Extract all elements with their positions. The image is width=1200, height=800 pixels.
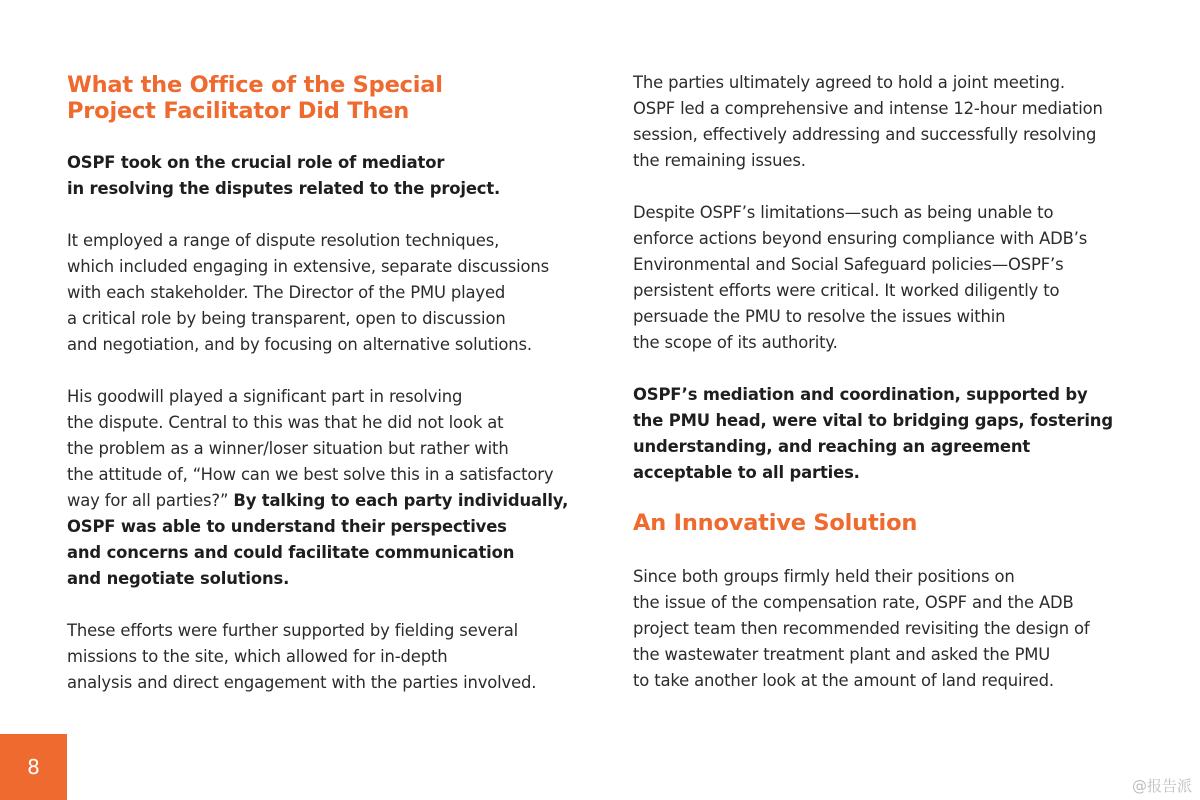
text-line: project team then recommended revisiting the design of	[633, 619, 1090, 638]
spacer	[633, 174, 1153, 200]
text-fragment: way for all parties?”	[67, 491, 234, 510]
spacer	[67, 124, 587, 150]
text-line-mixed	[67, 488, 587, 514]
text-line: session, effectively addressing and successfully resolving	[633, 125, 1097, 144]
text-line: a critical role by being transparent, open to discussion	[67, 309, 506, 328]
lead-line: OSPF took on the crucial role of mediator	[67, 153, 445, 172]
text-line: It employed a range of dispute resolution techniques,	[67, 231, 500, 250]
heading-line: What the Office of the Special	[67, 72, 443, 98]
text-line: Environmental and Social Safeguard policies—OSPF’s	[633, 255, 1064, 274]
text-line: The parties ultimately agreed to hold a joint meeting.	[633, 73, 1065, 92]
page-number-box	[0, 734, 67, 800]
text-line: the dispute. Central to this was that he did not look at	[67, 413, 504, 432]
paragraph-techniques	[67, 228, 587, 358]
spacer	[67, 358, 587, 384]
bold-line: OSPF’s mediation and coordination, supported by	[633, 385, 1088, 404]
section-heading-ospf	[67, 72, 587, 124]
bold-fragment: By talking to each party individually,	[233, 491, 569, 510]
section-heading-innovative-solution: An Innovative Solution	[633, 510, 918, 536]
text-line: with each stakeholder. The Director of the PMU played	[67, 283, 506, 302]
text-line: and negotiation, and by focusing on alternative solutions.	[67, 335, 532, 354]
text-line: Since both groups firmly held their positions on	[633, 567, 1015, 586]
lead-paragraph	[67, 150, 587, 202]
text-line: persistent efforts were critical. It worked diligently to	[633, 281, 1060, 300]
spacer	[67, 202, 587, 228]
text-line: missions to the site, which allowed for in-depth	[67, 647, 448, 666]
paragraph-mediation-bold	[633, 382, 1153, 486]
bold-line: understanding, and reaching an agreement	[633, 437, 1031, 456]
bold-line: and negotiate solutions.	[67, 569, 290, 588]
bold-line: and concerns and could facilitate communication	[67, 543, 515, 562]
text-line: Despite OSPF’s limitations—such as being unable to	[633, 203, 1054, 222]
bold-line: the PMU head, were vital to bridging gaps, fostering	[633, 411, 1113, 430]
text-line: enforce actions beyond ensuring compliance with ADB’s	[633, 229, 1088, 248]
text-line: the issue of the compensation rate, OSPF and the ADB	[633, 593, 1074, 612]
spacer	[633, 356, 1153, 382]
text-line: the attitude of, “How can we best solve this in a satisfactory	[67, 465, 554, 484]
text-line: the problem as a winner/loser situation but rather with	[67, 439, 509, 458]
text-line: analysis and direct engagement with the parties involved.	[67, 673, 537, 692]
bold-line: OSPF was able to understand their perspectives	[67, 517, 507, 536]
text-line: persuade the PMU to resolve the issues within	[633, 307, 1006, 326]
paragraph-limitations	[633, 200, 1153, 356]
text-line: His goodwill played a significant part in resolving	[67, 387, 463, 406]
right-column	[633, 70, 1153, 694]
text-line: the wastewater treatment plant and asked the PMU	[633, 645, 1051, 664]
lead-line: in resolving the disputes related to the project.	[67, 179, 501, 198]
spacer	[67, 592, 587, 618]
left-column	[67, 70, 587, 696]
paragraph-joint-meeting	[633, 70, 1153, 174]
text-line: OSPF led a comprehensive and intense 12-hour mediation	[633, 99, 1103, 118]
bold-line: acceptable to all parties.	[633, 463, 860, 482]
spacer	[633, 536, 1153, 564]
text-line: the remaining issues.	[633, 151, 806, 170]
text-line: which included engaging in extensive, separate discussions	[67, 257, 550, 276]
text-line: to take another look at the amount of land required.	[633, 671, 1054, 690]
paragraph-goodwill	[67, 384, 587, 592]
spacer	[633, 486, 1153, 510]
page-number: 8	[27, 755, 40, 779]
paragraph-compensation	[633, 564, 1153, 694]
text-line: These efforts were further supported by fielding several	[67, 621, 519, 640]
text-line: the scope of its authority.	[633, 333, 838, 352]
watermark-text: @报告派	[1131, 777, 1192, 795]
paragraph-missions	[67, 618, 587, 696]
heading-line: Project Facilitator Did Then	[67, 98, 410, 124]
